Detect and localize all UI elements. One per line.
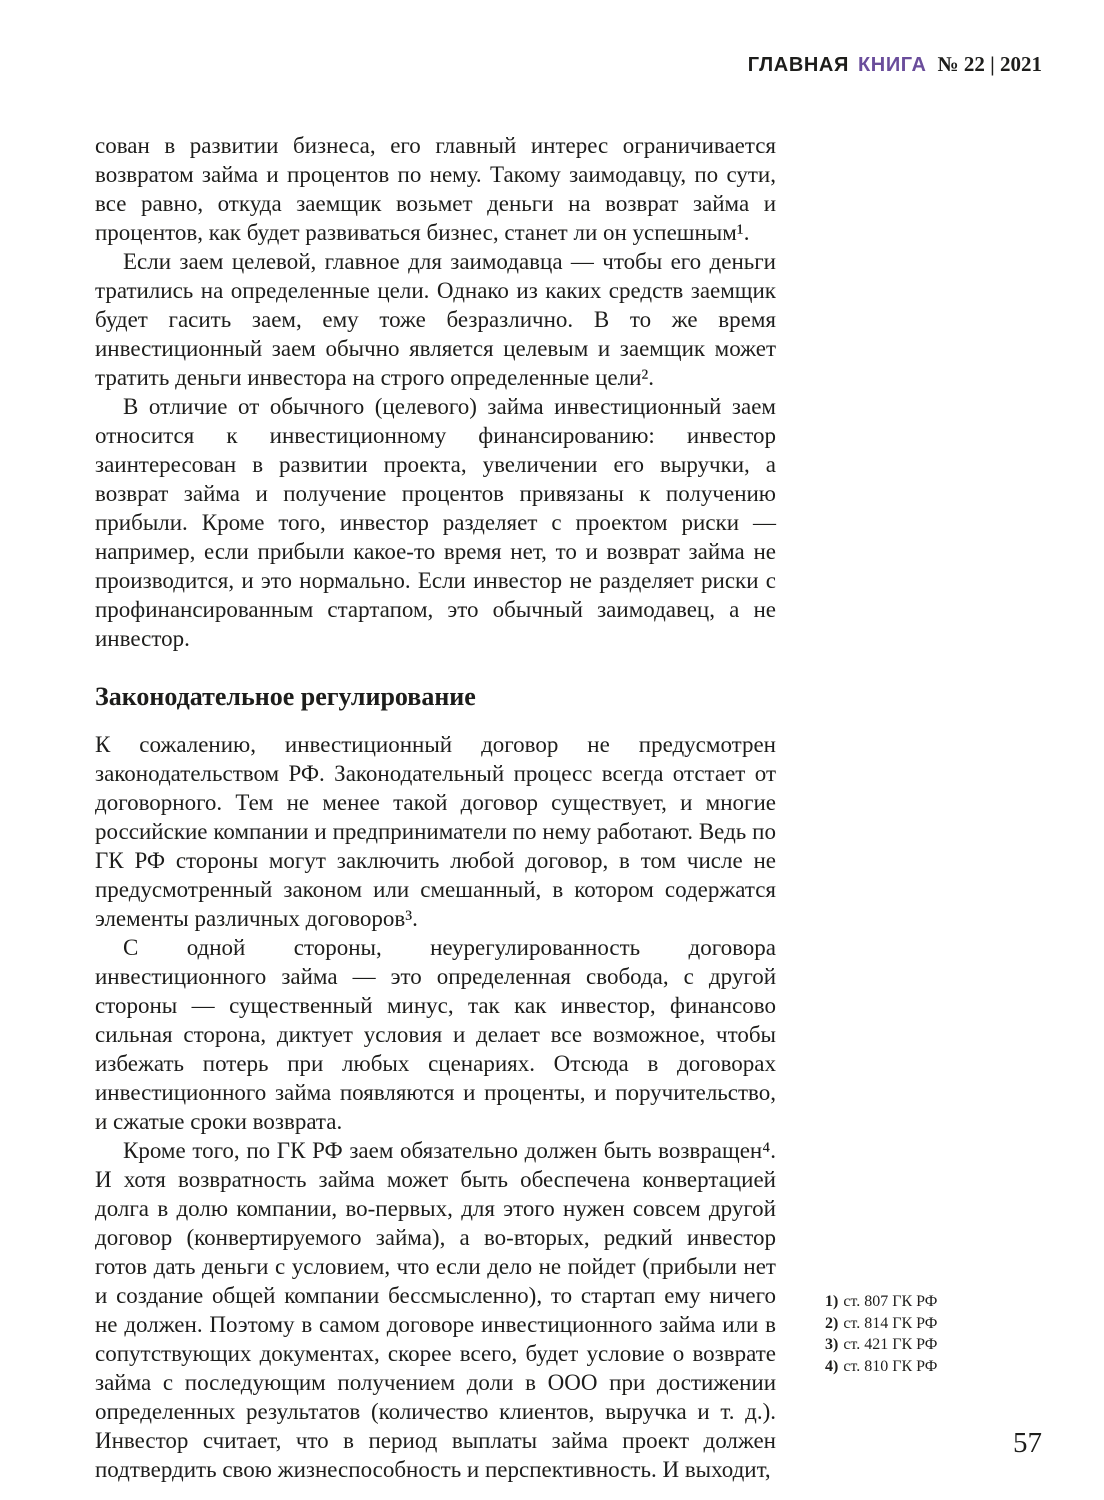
footnote-text: ст. 807 ГК РФ [843,1293,938,1310]
footnote-text: ст. 421 ГК РФ [843,1336,938,1354]
paragraph: Если заем целевой, главное для заимодавца — чтобы его деньги тратились на определенные цели. Однако из каких средств заемщик будет гасить заем, ему тоже безразлично. В то же время инвестиционный заем обычно является целевым и заемщик может тратить деньги инвестора на строго определенные цели². [95,249,776,390]
page-header [0,52,1042,77]
footnote-text: ст. 810 ГК РФ [843,1357,938,1375]
footnote-number: 1) [825,1293,839,1310]
footnote-item [825,1334,1065,1356]
footnote-number: 3) [825,1336,839,1354]
paragraph: С одной стороны, неурегулированность договора инвестиционного займа — это определенная свобода, с другой стороны — существенный минус, так как инвестор, финансово сильная сторона, диктует условия и делает все возможное, чтобы избежать потерь при любых сценариях. Отсюда в договорах инвестиционного займа появляются и проценты, и поручительство, и сжатые сроки возврата. [95,935,776,1134]
section-heading: Законодательное регулирование [95,682,476,711]
paragraph-continuation: сован в развитии бизнеса, его главный интерес ограничивается возвратом займа и процентов по нему. Такому заимодавцу, по сути, все равно, откуда заемщик возьмет деньги на возврат займа и процентов, как будет развиваться бизнес, станет ли он успешным¹. [95,133,776,245]
footnote-item [825,1291,1065,1313]
magazine-title-accent-word: КНИГА [857,54,927,76]
paragraph: В отличие от обычного (целевого) займа инвестиционный заем относится к инвестиционному финансированию: инвестор заинтересован в развитии проекта, увеличении его выручки, а возврат займа и получение процентов привязаны к получению прибыли. Кроме того, инвестор разделяет с проектом риски — например, если прибыли какое-то время нет, то и возврат займа не производится, и это нормально. Если инвестор не разделяет риски с профинансированным стартапом, это обычный заимодавец, а не инвестор. [95,394,776,651]
footnotes-list [825,1291,1065,1377]
paragraph: К сожалению, инвестиционный договор не предусмотрен законодательством РФ. Законодательный процесс всегда отстает от договорного. Тем не менее такой договор существует, и многие российские компании и предприниматели по нему работают. Ведь по ГК РФ стороны могут заключить любой договор, в том числе не предусмотренный законом или смешанный, в котором содержатся элементы различных договоров³. [95,732,776,931]
footnote-item [825,1313,1065,1335]
issue-number: № 22 | 2021 [937,52,1042,76]
page-number: 57 [1013,1427,1042,1459]
footnote-number: 4) [825,1357,839,1375]
footnote-text: ст. 814 ГК РФ [843,1314,938,1332]
article-body [95,131,776,1484]
magazine-title-word: ГЛАВНАЯ [747,54,849,76]
footnote-item [825,1356,1065,1378]
footnote-number: 2) [825,1314,839,1332]
paragraph: Кроме того, по ГК РФ заем обязательно должен быть возвращен⁴. И хотя возвратность займа может быть обеспечена конвертацией долга в долю компании, во-первых, для этого нужен совсем другой договор (конвертируемого займа), а во-вторых, редкий инвестор готов дать деньги с условием, что если дело не пойдет (прибыли нет и создание общей компании бессмысленно), то стартап ему ничего не должен. Поэтому в самом договоре инвестиционного займа или в сопутствующих документах, скорее всего, будет условие о возврате займа с последующим получением доли в ООО при достижении определенных результатов (количество клиентов, выручка и т. д.). Инвестор считает, что в период выплаты займа проект должен подтвердить свою жизнеспособность и перспективность. И выходит, [95,1138,776,1482]
